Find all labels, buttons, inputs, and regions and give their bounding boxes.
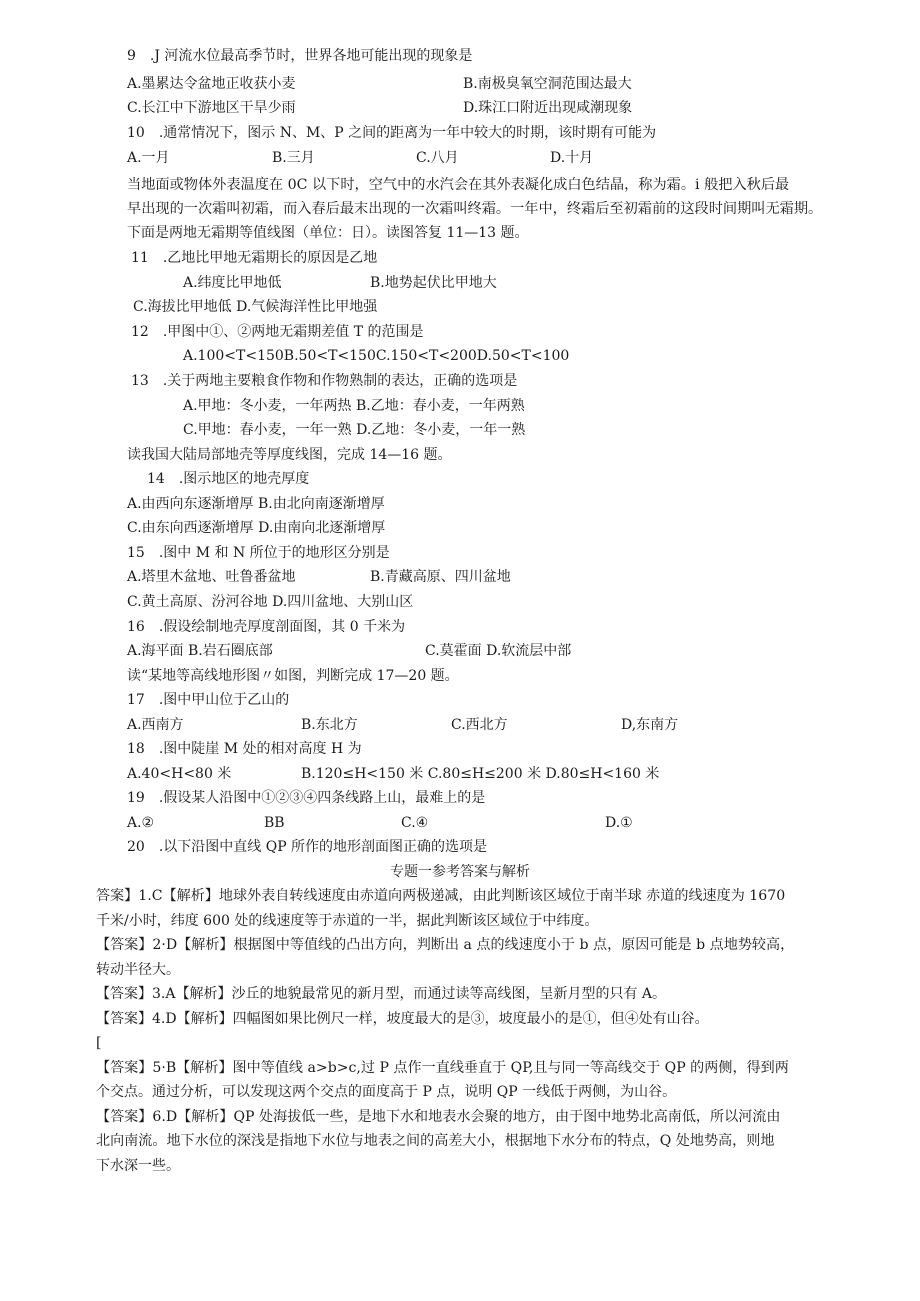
q10-stem: 10 .通常情况下，图示 N、M、P 之间的距离为一年中较大的时期，该时期有可能为 [127, 125, 657, 141]
q14-stem: 14 .图示地区的地壳厚度 [147, 471, 310, 487]
q10-option-a: A.一月 [127, 150, 170, 166]
q20-stem: 20 .以下沿图中直线 QP 所作的地形剖面图正确的选项是 [127, 839, 488, 855]
frost-intro-line-2: 早出现的一次霜叫初霜，而入春后最末出现的一次霜叫终霜。一年中，终霜后至初霜前的这段时间期叫无霜期。 [127, 201, 823, 217]
topo-intro: 读“某地等高线地形图〃如图，判断完成 17—20 题。 [127, 668, 459, 684]
frost-intro-line-3: 下面是两地无霜期等值线图（单位：日）。读图答复 11—13 题。 [127, 225, 529, 241]
q18-option-a: A.40<H<80 米 [127, 766, 232, 782]
q17-option-b: B.东北方 [301, 717, 358, 733]
q19-option-d: D.① [605, 815, 633, 831]
q9-option-d: D.珠江口附近出现咸潮现象 [463, 100, 633, 116]
q16-option-ab: A.海平面 B.岩石圈底部 [127, 643, 273, 659]
q11-option-cd: C.海拔比甲地低 D.气候海洋性比甲地强 [133, 299, 378, 315]
q17-option-d: D,东南方 [621, 717, 679, 733]
stray-bracket: [ [96, 1035, 102, 1051]
q17-stem: 17 .图中甲山位于乙山的 [127, 692, 290, 708]
q19-option-b: BB [264, 815, 285, 831]
q16-option-cd: C.莫霍面 D.软流层中部 [425, 643, 572, 659]
answer-6-line-3: 下水深一些。 [96, 1158, 180, 1174]
q15-option-cd: C.黄土高原、汾河谷地 D.四川盆地、大别山区 [127, 594, 414, 610]
q9-option-c: C.长江中下游地区干旱少雨 [127, 100, 296, 116]
answer-5-line-1: 【答案】5·B【解析】图中等值线 a>b>c,过 P 点作一直线垂直于 QP,且与同一等高线交于 QP 的两侧，得到两 [96, 1060, 789, 1076]
answer-3: 【答案】3.A【解析】沙丘的地貌最常见的新月型，而通过读等高线图，呈新月型的只有 A。 [96, 986, 667, 1002]
q9-option-b: B.南极臭氧空洞范围达最大 [463, 76, 632, 92]
answer-5-line-2: 个交点。通过分析，可以发现这两个交点的面度高于 P 点，说明 QP 一线低于两侧，为山谷。 [96, 1084, 677, 1100]
q16-stem: 16 .假设绘制地壳厚度剖面图，其 0 千米为 [127, 619, 406, 635]
answer-2-line-2: 转动半径大。 [96, 962, 180, 978]
q17-option-a: A.西南方 [127, 717, 184, 733]
q18-stem: 18 .图中陡崖 M 处的相对高度 H 为 [127, 741, 362, 757]
q9-stem: 9 .J 河流水位最高季节时，世界各地可能出现的现象是 [127, 48, 473, 64]
q19-option-a: A.② [127, 815, 155, 831]
q11-stem: 11 .乙地比甲地无霜期长的原因是乙地 [131, 250, 378, 266]
q12-stem: 12 .甲图中①、②两地无霜期差值 T 的范围是 [131, 324, 424, 340]
answer-2-line-1: 【答案】2·D【解析】根据图中等值线的凸出方向，判断出 a 点的线速度小于 b 点，原因可能是 b 点地势较高， [96, 937, 795, 953]
answer-6-line-1: 【答案】6.D【解析】QP 处海拔低一些，是地下水和地表水会聚的地方，由于图中地势北高南低，所以河流由 [96, 1109, 781, 1125]
answers-title: 专题一参考答案与解析 [390, 864, 530, 880]
q11-option-b: B.地势起伏比甲地大 [370, 275, 497, 291]
q19-option-c: C.④ [401, 815, 429, 831]
q15-option-b: B.青藏高原、四川盆地 [370, 569, 511, 585]
q11-option-a: A.纬度比甲地低 [183, 275, 282, 291]
q15-option-a: A.塔里木盆地、吐鲁番盆地 [127, 569, 296, 585]
q14-option-cd: C.由东向西逐渐增厚 D.由南向北逐渐增厚 [127, 520, 386, 536]
answer-6-line-2: 北向南流。地下水位的深浅是指地下水位与地表之间的高差大小，根据地下水分布的特点，Q 处地势高，则地 [96, 1133, 775, 1149]
answer-1-line-2: 千米/小时，纬度 600 处的线速度等于赤道的一半，据此判断该区域位于中纬度。 [96, 913, 599, 929]
q17-option-c: C.西北方 [451, 717, 508, 733]
q10-option-c: C.八月 [416, 150, 459, 166]
q13-option-cd: C.甲地：春小麦，一年一熟 D.乙地：冬小麦，一年一熟 [183, 422, 526, 438]
q9-option-a: A.墨累达令盆地正收获小麦 [127, 76, 296, 92]
q15-stem: 15 .图中 M 和 N 所位于的地形区分别是 [127, 545, 390, 561]
frost-intro-line-1: 当地面或物体外表温度在 0C 以下时，空气中的水汽会在其外表凝化成白色结晶，称为霜。i 般把入秋后最 [127, 177, 790, 193]
q13-option-ab: A.甲地：冬小麦，一年两热 B.乙地：春小麦，一年两熟 [183, 398, 525, 414]
answer-4: 【答案】4.D【解析】四幅图如果比例尺一样，坡度最大的是③，坡度最小的是①，但④处有山谷。 [96, 1011, 709, 1027]
q12-options: A.100<T<150B.50<T<150C.150<T<200D.50<T<100 [183, 348, 570, 364]
answer-1-line-1: 答案】1.C【解析】地球外表自转线速度由赤道向两极递减，由此判断该区域位于南半球 赤道的线速度为 1670 [96, 888, 786, 904]
q10-option-b: B.三月 [272, 150, 315, 166]
q14-option-ab: A.由西向东逐渐增厚 B.由北向南逐渐增厚 [127, 496, 385, 512]
q10-option-d: D.十月 [550, 150, 594, 166]
crust-intro: 读我国大陆局部地壳等厚度线图，完成 14—16 题。 [127, 447, 452, 463]
q13-stem: 13 .关于两地主要粮食作物和作物熟制的表达，正确的选项是 [131, 373, 518, 389]
q18-option-bcd: B.120≤H<150 米 C.80≤H≤200 米 D.80≤H<160 米 [301, 766, 660, 782]
q19-stem: 19 .假设某人沿图中①②③④四条线路上山，最难上的是 [127, 790, 486, 806]
